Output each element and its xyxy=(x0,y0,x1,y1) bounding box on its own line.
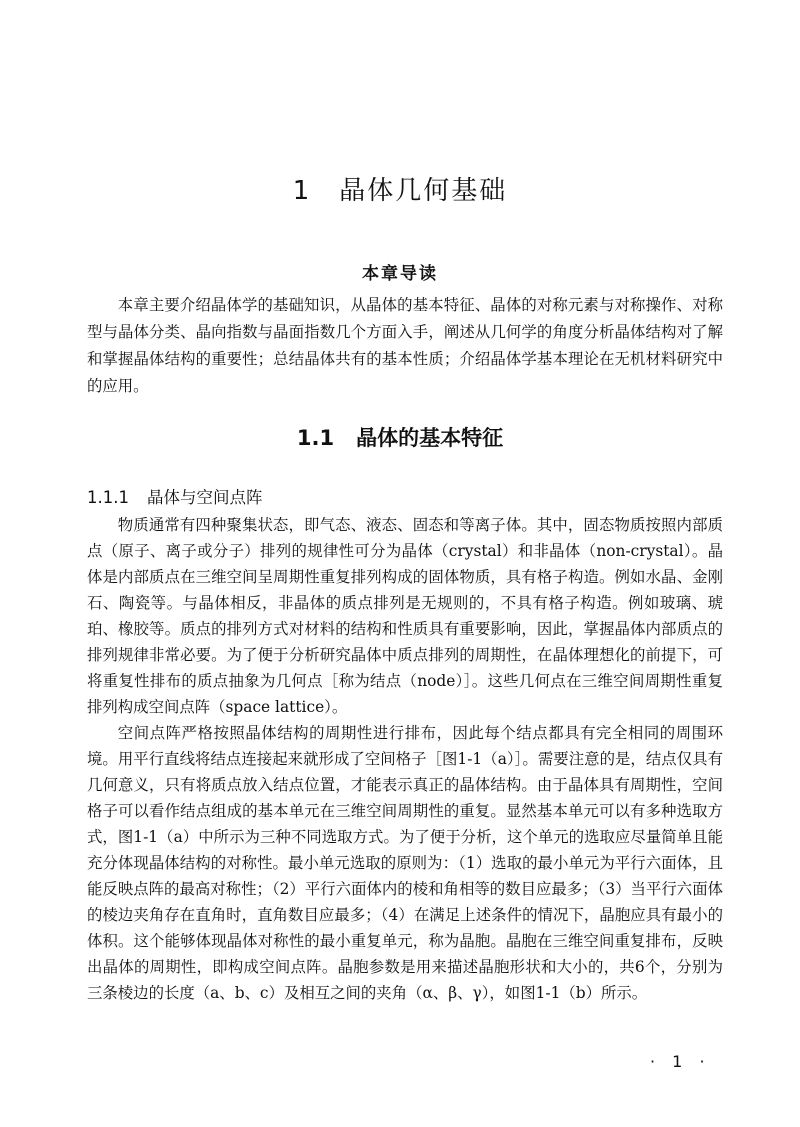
chapter-number: 1 xyxy=(292,176,312,206)
section-title-text: 晶体的基本特征 xyxy=(356,426,504,450)
body-paragraph-2: 空间点阵严格按照晶体结构的周期性进行排布，因此每个结点都具有完全相同的周围环境。用平行直线将结点连接起来就形成了空间格子［图1-1（a）］。需要注意的是，结点仅具有几何意义，只有将质点放入结点位置，才能表示真正的晶体结构。由于晶体具有周期性，空间格子可以看作结点组成的基本单元在三维空间周期性的重复。显然基本单元可以有多种选取方式，图1-1（a）中所示为三种不同选取方式。为了便于分析，这个单元的选取应尽量简单且能充分体现晶体结构的对称性。最小单元选取的原则为：（1）选取的最小单元为平行六面体，且能反映点阵的最高对称性；（2）平行六面体内的棱和角相等的数目应最多；（3）当平行六面体的棱边夹角存在直角时，直角数目应最多；（4）在满足上述条件的情况下，晶胞应具有最小的体积。这个能够体现晶体对称性的最小重复单元，称为晶胞。晶胞在三维空间重复排布，反映出晶体的周期性，即构成空间点阵。晶胞参数是用来描述晶胞形状和大小的，共6个，分别为三条棱边的长度（a、b、c）及相互之间的夹角（α、β、γ），如图1-1（b）所示。 xyxy=(87,724,723,1002)
chapter-title xyxy=(0,170,800,207)
page-number: · 1 · xyxy=(650,1052,711,1071)
subsection-title xyxy=(87,484,262,508)
subsection-number: 1.1.1 xyxy=(87,488,129,507)
section-number: 1.1 xyxy=(296,426,335,450)
subsection-title-text: 晶体与空间点阵 xyxy=(146,488,263,507)
section-title xyxy=(0,422,800,452)
guide-paragraph: 本章主要介绍晶体学的基础知识，从晶体的基本特征、晶体的对称元素与对称操作、对称型与晶体分类、晶向指数与晶面指数几个方面入手，阐述从几何学的角度分析晶体结构对了解和掌握晶体结构的重要性；总结晶体共有的基本性质；介绍晶体学基本理论在无机材料研究中的应用。 xyxy=(87,296,723,395)
body-paragraph-1: 物质通常有四种聚集状态，即气态、液态、固态和等离子体。其中，固态物质按照内部质点（原子、离子或分子）排列的规律性可分为晶体（crystal）和非晶体（non-crystal）。晶体是内部质点在三维空间呈周期性重复排列构成的固体物质，具有格子构造。例如水晶、金刚石、陶瓷等。与晶体相反，非晶体的质点排列是无规则的，不具有格子构造。例如玻璃、琥珀、橡胶等。质点的排列方式对材料的结构和性质具有重要影响，因此，掌握晶体内部质点的排列规律非常必要。为了便于分析研究晶体中质点排列的周期性，在晶体理想化的前提下，可将重复性排布的质点抽象为几何点［称为结点（node）］。这些几何点在三维空间周期性重复排列构成空间点阵（space lattice）。 xyxy=(87,516,723,716)
chapter-title-text: 晶体几何基础 xyxy=(339,176,508,206)
guide-heading: 本章导读 xyxy=(362,264,438,284)
